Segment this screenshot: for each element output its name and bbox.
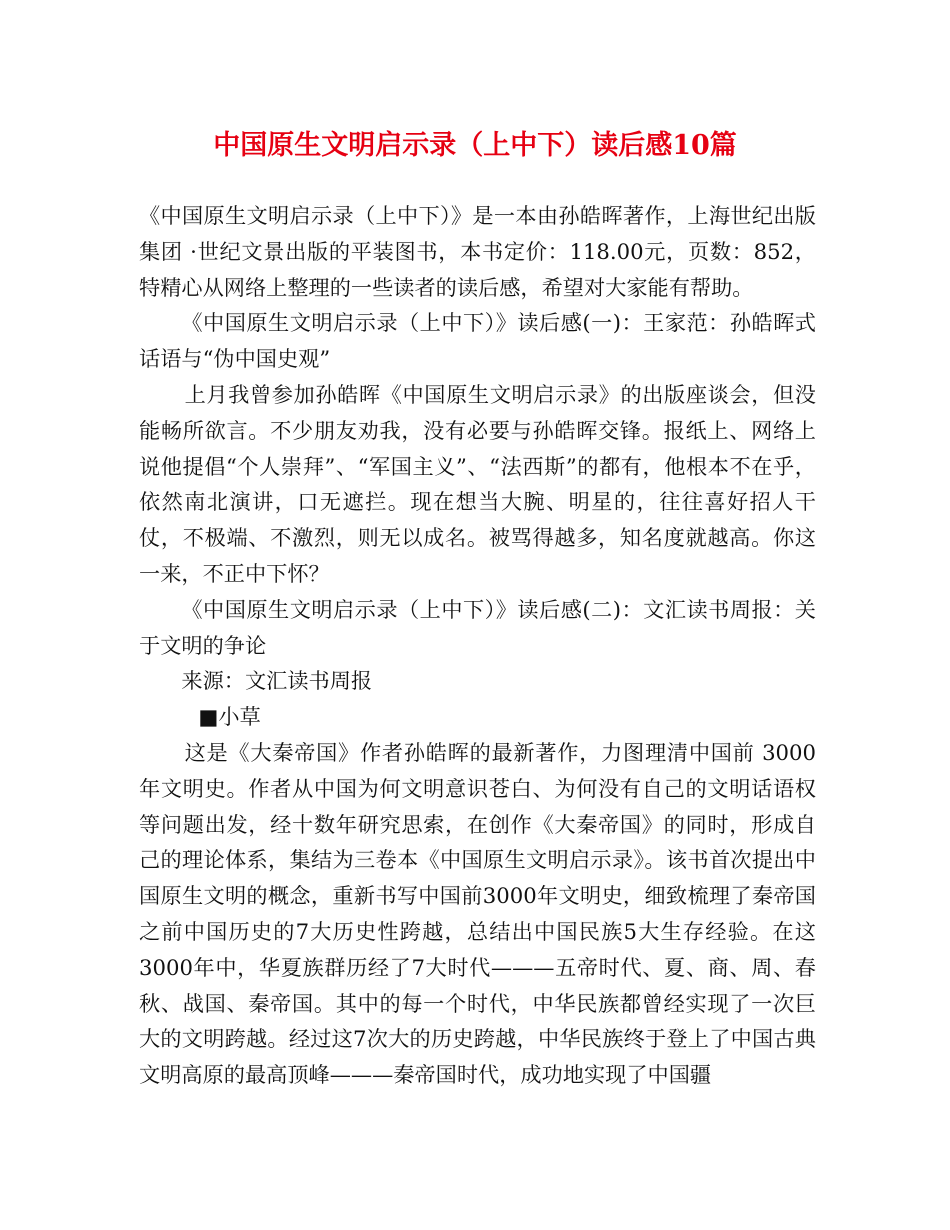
document-body [139, 198, 816, 1093]
source-line: 来源：文汇读书周报 [181, 668, 373, 694]
review-one-paragraph: 上月我曾参加孙皓晖《中国原生文明启示录》的出版座谈会，但没能畅所欲言。不少朋友劝我，没有必要与孙皓晖交锋。报纸上、网络上说他提倡“个人崇拜”、“军国主义”、“法西斯”的都有，他根本不在乎，依然南北演讲，口无遮拦。现在想当大腕、明星的，往往喜好招人干仗，不极端、不激烈，则无以成名。被骂得越多，知名度就越高。你这一来，不正中下怀？ [139, 381, 816, 586]
author-line: ■小草 [198, 704, 261, 730]
document-title: 中国原生文明启示录（上中下）读后感10篇 [213, 130, 737, 161]
intro-paragraph: 《中国原生文明启示录（上中下）》是一本由孙皓晖著作，上海世纪出版集团 ·世纪文景出版的平装图书，本书定价：118.00元，页数：852，特精心从网络上整理的一些读者的读后感，希望对大家能有帮助。 [139, 203, 816, 300]
review-two-paragraph: 这是《大秦帝国》作者孙皓晖的最新著作，力图理清中国前 3000年文明史。作者从中国为何文明意识苍白、为何没有自己的文明话语权等问题出发，经十数年研究思索，在创作《大秦帝国》的同时，形成自己的理论体系，集结为三卷本《中国原生文明启示录》。该书首次提出中国原生文明的概念，重新书写中国前3000年文明史，细致梳理了秦帝国之前中国历史的7大历史性跨越，总结出中国民族5大生存经验。在这3000年中，华夏族群历经了7大时代———五帝时代、夏、商、周、春秋、战国、秦帝国。其中的每一个时代，中华民族都曾经实现了一次巨大的文明跨越。经过这7次大的历史跨越，中华民族终于登上了中国古典文明高原的最高顶峰———秦帝国时代，成功地实现了中国疆 [139, 739, 816, 1088]
review-two-heading: 《中国原生文明启示录（上中下）》读后感(二)：文汇读书周报：关于文明的争论 [139, 596, 816, 658]
review-one-heading: 《中国原生文明启示录（上中下）》读后感(一)：王家范：孙皓晖式话语与“伪中国史观” [139, 310, 816, 372]
